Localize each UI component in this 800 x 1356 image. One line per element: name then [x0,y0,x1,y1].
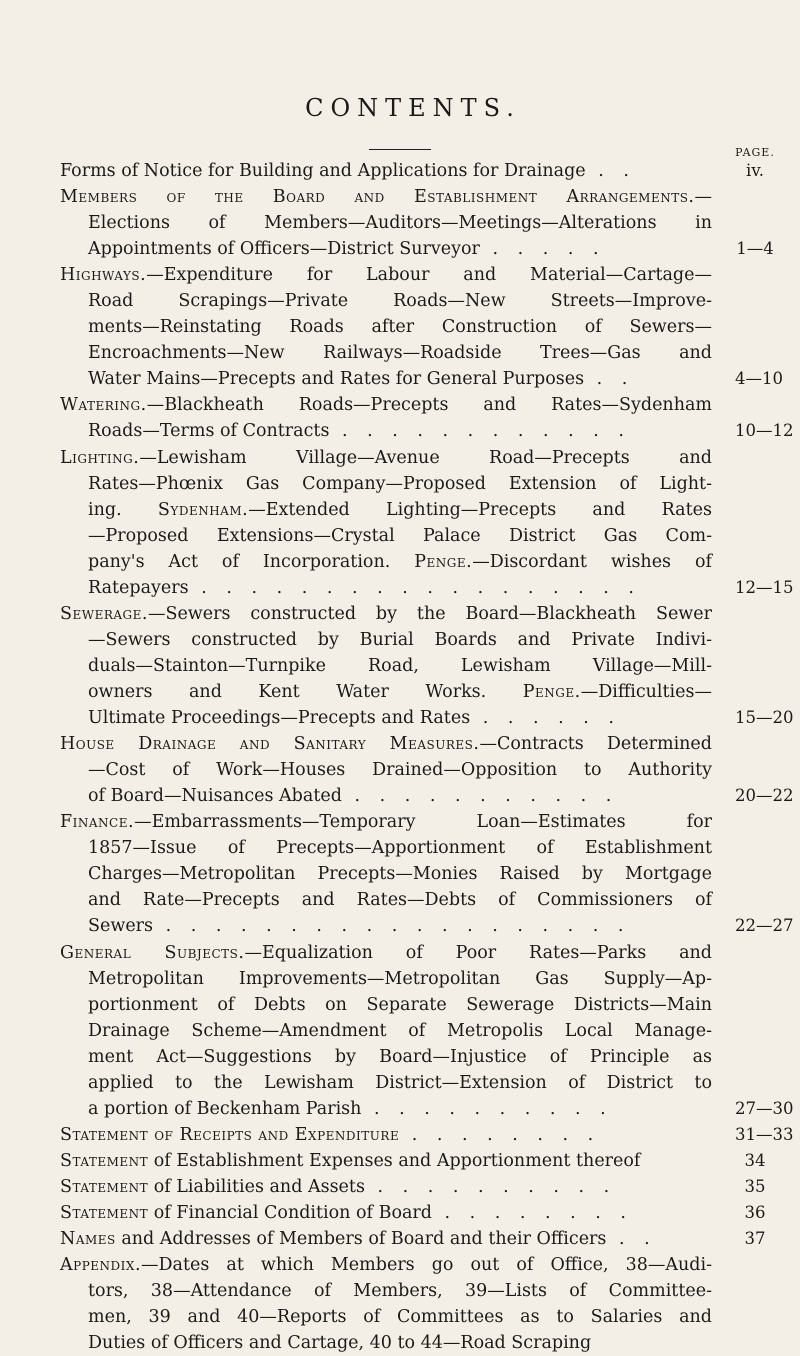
entry-line [88,705,712,731]
entry-line [88,783,712,809]
entry-text-rest: —Extended Lighting—Precepts and Rates [248,499,712,520]
entry-line [88,1278,712,1304]
entry-text: —Embarrassments—Temporary Loan—Estimates for [134,812,712,833]
page-number: 22—27 [735,916,794,936]
entry-heading: Statement of Receipts and Expenditure [60,1124,400,1145]
entry-heading: Sewerage. [60,603,148,624]
entry-text: —Lewisham Village—Avenue Road—Precepts and [139,447,712,468]
title-divider [369,149,431,150]
entry-text: of Board—Nuisances Abated [88,786,342,807]
entry-line [60,1200,712,1226]
entry-line [88,340,712,366]
entry-heading: Names [60,1229,116,1250]
entry-text: —Cost of Work—Houses Drained—Opposition to Authority [88,760,712,781]
entry-text: a portion of Beckenham Parish [88,1098,362,1119]
entry-heading: Highways. [60,265,147,286]
entry-text: Water Mains—Precepts and Rates for General Purposes [88,369,585,390]
dot-leaders: . . [585,161,636,181]
entry-line [88,314,712,340]
entry-text: men, 39 and 40—Reports of Committees as to Salaries and [88,1307,712,1328]
dot-leaders: . . . . . . [470,708,621,729]
entry-line [60,392,712,418]
entry-line [88,887,712,913]
entry-text: owners and Kent Water Works. [88,681,487,702]
entry-text: Elections of Members—Auditors—Meetings—Alterations in [88,213,712,234]
dot-leaders: . . . . . . . . . . . . [329,421,631,442]
entry-text: — [694,187,712,208]
entry-line [88,366,712,392]
entry-text: and Rate—Precepts and Rates—Debts of Commissioners of [88,890,712,911]
page-number: 12—15 [735,577,794,597]
entry-text: Sewers [88,916,154,937]
entry-line [88,1330,712,1356]
entry-text: pany's Act of Incorporation. [88,551,391,572]
entry-text: —Proposed Extensions—Crystal Palace District Gas Com- [88,525,712,546]
entry-text: Metropolitan Improvements—Metropolitan Gas Supply—Ap- [88,968,712,989]
entry-text: ing. [88,499,122,520]
entry-heading: Watering. [60,395,147,416]
entry-text: —Expenditure for Labour and Material—Cartage— [146,265,712,286]
entry-text: Drainage Scheme—Amendment of Metropolis Local Manage- [88,1020,712,1041]
entry-text: —Blackheath Roads—Precepts and Rates—Sydenham [146,395,712,416]
entry-line [60,445,712,471]
entry-heading: Statement [60,1150,149,1171]
entry-line [88,549,712,575]
entry-text: 1857—Issue of Precepts—Apportionment of Establishment [88,838,712,859]
entry-text: —Sewers constructed by Burial Boards and Private Indivi- [88,629,712,650]
entry-text: ments—Reinstating Roads after Construction of Sewers— [88,317,712,338]
entry-line [88,418,712,444]
entry-text: Ratepayers [88,577,189,598]
dot-leaders: . . . . . . . . . . . . . . . . . . [188,577,641,598]
entry-text: —Contracts Determined [479,734,712,755]
entry-line [88,1070,712,1096]
entry-text: Rates—Phœnix Gas Company—Proposed Extension of Light- [88,473,712,494]
entry-heading: Statement [60,1176,149,1197]
entry-line [88,992,712,1018]
page-number: 35 [744,1176,766,1196]
entry-subheading: Penge. [414,551,473,572]
entry-line [88,1304,712,1330]
entry-line [88,966,712,992]
entry-text-rest: —Difficulties— [580,681,712,702]
entry-line [88,861,712,887]
entry-line [60,158,712,184]
entry-line [88,913,712,939]
entry-text: and Addresses of Members of Board and their Officers [115,1229,607,1250]
entry-heading: House Drainage and Sanitary Measures. [60,734,480,755]
page-number: 1—4 [736,239,774,259]
entry-line [60,601,712,627]
entry-heading: Finance. [60,812,135,833]
page-column-label: PAGE. [735,146,775,159]
entry-line [88,523,712,549]
entry-text: —Dates at which Members go out of Office, 38—Audi- [141,1255,712,1276]
entry-line [88,575,712,601]
dot-leaders: . . . . . . . . . . [361,1098,613,1119]
entry-heading: Statement [60,1203,149,1223]
entry-text: —Sewers constructed by the Board—Blackheath Sewer [147,603,712,624]
dot-leaders: . . [606,1229,657,1250]
entry-line [88,1096,712,1122]
entry-text: Duties of Officers and Cartage, 40 to 44—Road Scraping [88,1333,592,1354]
entry-line [88,653,712,679]
entry-text: Appointments of Officers—District Surveyor [88,239,480,260]
entry-text: duals—Stainton—Turnpike Road, Lewisham Village—Mill- [88,655,712,676]
entry-text: —Equalization of Poor Rates—Parks and [244,942,712,963]
entry-text: portionment of Debts on Separate Sewerage Districts—Main [88,994,712,1015]
dot-leaders: . . . . . . . . . . . [341,786,619,807]
entry-line [88,757,712,783]
dot-leaders: . . [584,369,635,390]
entry-text: applied to the Lewisham District—Extension of District to [88,1072,712,1093]
page-number: 10—12 [735,421,794,441]
page-number: 37 [744,1229,766,1249]
entry-heading: Lighting. [60,447,140,468]
entry-line [60,940,712,966]
page-number: 36 [744,1203,766,1222]
entry-text-rest: —Discordant wishes of [472,551,712,572]
entry-line [88,835,712,861]
entry-line [88,497,712,523]
entry-line [88,679,712,705]
entry-subheading: Sydenham. [157,499,249,520]
entry-line [88,471,712,497]
entry-text: Forms of Notice for Building and Applications for Drainage [60,161,586,181]
entry-text: of Financial Condition of Board [148,1203,432,1223]
page-number: 15—20 [735,708,794,728]
dot-leaders: . . . . . . . . [431,1203,633,1223]
entry-line [88,210,712,236]
entry-text: Road Scrapings—Private Roads—New Streets—Improve- [88,291,712,312]
page-number: 34 [744,1150,766,1170]
entry-text: of Establishment Expenses and Apportionment thereof [148,1150,641,1171]
entry-heading: General Subjects. [60,942,245,963]
entry-text: of Liabilities and Assets [148,1176,365,1197]
entry-line [60,184,712,210]
entry-line [60,809,712,835]
dot-leaders: . . . . . . . . . . . . . . . . . . . [153,916,631,937]
page-number: 27—30 [735,1098,794,1118]
entry-line [60,1226,712,1252]
entry-line [88,236,712,262]
dot-leaders: . . . . . [479,239,606,260]
entry-line [60,1122,712,1148]
entry-line [60,1174,712,1200]
entry-heading: Members of the Board and Establishment Arrangements. [60,187,695,208]
entry-text: Encroachments—New Railways—Roadside Trees—Gas and [88,343,712,364]
entry-text: Roads—Terms of Contracts [88,421,330,442]
entry-line [88,1044,712,1070]
entry-text: tors, 38—Attendance of Members, 39—Lists of Committee- [88,1281,712,1302]
entry-subheading: Penge. [522,681,581,702]
entry-text: Charges—Metropolitan Precepts—Monies Raised by Mortgage [88,864,712,885]
entry-heading: Appendix. [60,1255,142,1276]
page-title: CONTENTS. [305,94,521,122]
dot-leaders: . . . . . . . . . . [364,1176,617,1197]
dot-leaders: . . . . . . . . [399,1124,601,1145]
entry-line [60,1148,712,1174]
entry-text: ment Act—Suggestions by Board—Injustice of Principle as [88,1046,712,1067]
page-number: iv. [746,161,764,180]
page-number: 4—10 [735,369,783,389]
page-number: 31—33 [735,1124,794,1144]
page-number: 20—22 [735,786,794,806]
entry-line [60,1252,712,1278]
entry-text: Ultimate Proceedings—Precepts and Rates [88,708,471,729]
entry-line [88,288,712,314]
entry-line [60,262,712,288]
entry-line [88,627,712,653]
entry-line [88,1018,712,1044]
entry-line [60,731,712,757]
